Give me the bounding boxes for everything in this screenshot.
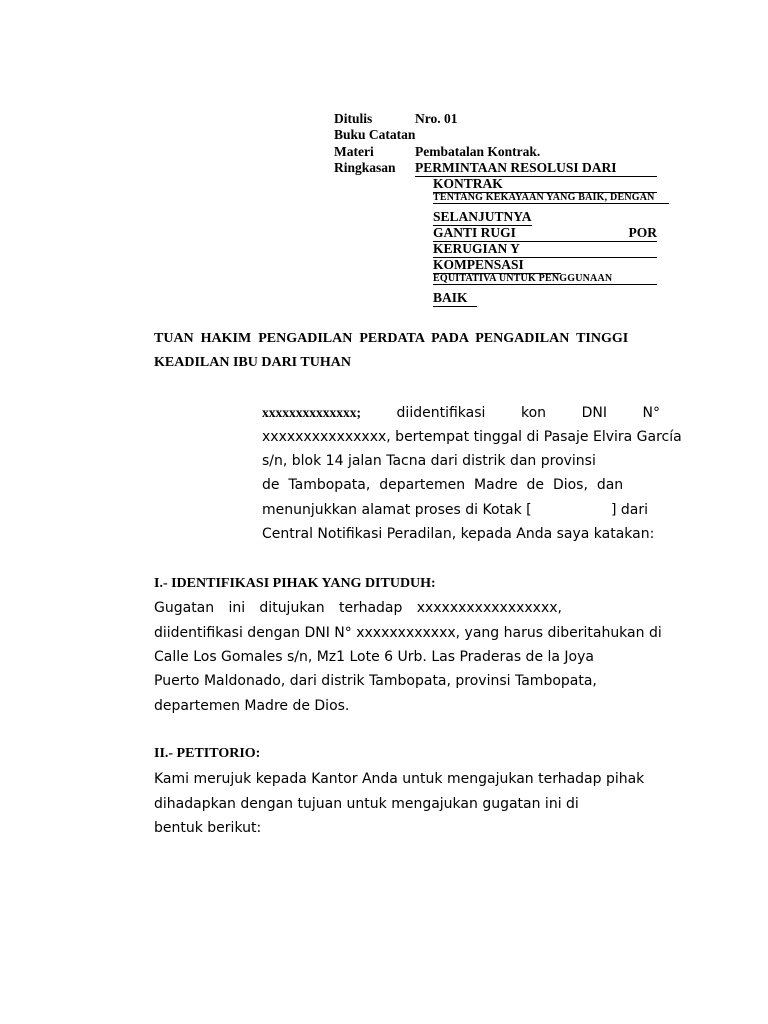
- intro-text: ] dari: [610, 502, 648, 518]
- summary-word: POR: [628, 225, 657, 240]
- addressee-line: [154, 331, 629, 347]
- summary-line: BAIK: [433, 290, 477, 307]
- summary-word: GANTI RUGI: [433, 225, 516, 240]
- summary-line-row: [433, 225, 657, 242]
- intro-line: s/n, blok 14 jalan Tacna dari distrik dan provinsi: [262, 453, 596, 469]
- summary-line: EQUITATIVA UNTUK PENGGUNAAN: [433, 273, 657, 285]
- intro-line: [262, 502, 648, 518]
- section-line: Calle Los Gomales s/n, Mz1 Lote 6 Urb. Las Praderas de la Joya: [154, 649, 594, 665]
- section-heading: II.- PETITORIO:: [154, 746, 261, 761]
- intro-word: diidentifikasi: [396, 405, 486, 421]
- summary-line: PERMINTAAN RESOLUSI DARI: [415, 160, 657, 177]
- section-word: xxxxxxxxxxxxxxxxx,: [416, 600, 562, 616]
- summary-line: TENTANG KEKAYAAN YANG BAIK, DENGAN: [433, 192, 669, 204]
- section-line: dihadapkan dengan tujuan untuk mengajukan gugatan ini di: [154, 796, 579, 812]
- materi-value: Pembatalan Kontrak.: [415, 144, 541, 159]
- plaintiff-name: xxxxxxxxxxxxxx;: [262, 405, 361, 420]
- section-line: departemen Madre de Dios.: [154, 698, 350, 714]
- section-word: Gugatan: [154, 600, 215, 616]
- section-heading: I.- IDENTIFIKASI PIHAK YANG DITUDUH:: [154, 576, 436, 591]
- intro-line: xxxxxxxxxxxxxxx, bertempat tinggal di Pasaje Elvira García: [262, 429, 682, 445]
- intro-word: kon: [520, 405, 547, 421]
- ringkasan-label: Ringkasan: [334, 160, 396, 175]
- ditulis-label: Ditulis: [334, 111, 373, 126]
- intro-line: Central Notifikasi Peradilan, kepada Anda saya katakan:: [262, 526, 655, 542]
- summary-line: KERUGIAN Y: [433, 241, 657, 258]
- intro-line: [262, 405, 660, 421]
- section-line: diidentifikasi dengan DNI N° xxxxxxxxxxxx, yang harus diberitahukan di: [154, 625, 662, 641]
- summary-line: KONTRAK: [433, 176, 657, 193]
- intro-word: N°: [642, 405, 660, 421]
- summary-line: SELANJUTNYA: [433, 209, 532, 224]
- section-word: ditujukan: [259, 600, 325, 616]
- section-line: Kami merujuk kepada Kantor Anda untuk mengajukan terhadap pihak: [154, 771, 645, 787]
- buku-catatan-label: Buku Catatan: [334, 127, 416, 142]
- section-line: [154, 600, 562, 616]
- summary-line: KOMPENSASI: [433, 257, 561, 274]
- intro-line: de Tambopata, departemen Madre de Dios, dan: [262, 477, 624, 493]
- section-line: Puerto Maldonado, dari distrik Tambopata, provinsi Tambopata,: [154, 673, 597, 689]
- addressee-text: TUAN HAKIM PENGADILAN PERDATA PADA PENGADILAN TINGGI: [154, 331, 629, 346]
- section-line: bentuk berikut:: [154, 820, 262, 836]
- intro-word: DNI: [581, 405, 607, 421]
- intro-text: menunjukkan alamat proses di Kotak [: [262, 502, 532, 518]
- addressee-line: KEADILAN IBU DARI TUHAN: [154, 355, 351, 370]
- section-word: ini: [228, 600, 246, 616]
- materi-label: Materi: [334, 144, 374, 159]
- ditulis-value: Nro. 01: [415, 111, 458, 126]
- section-word: terhadap: [338, 600, 403, 616]
